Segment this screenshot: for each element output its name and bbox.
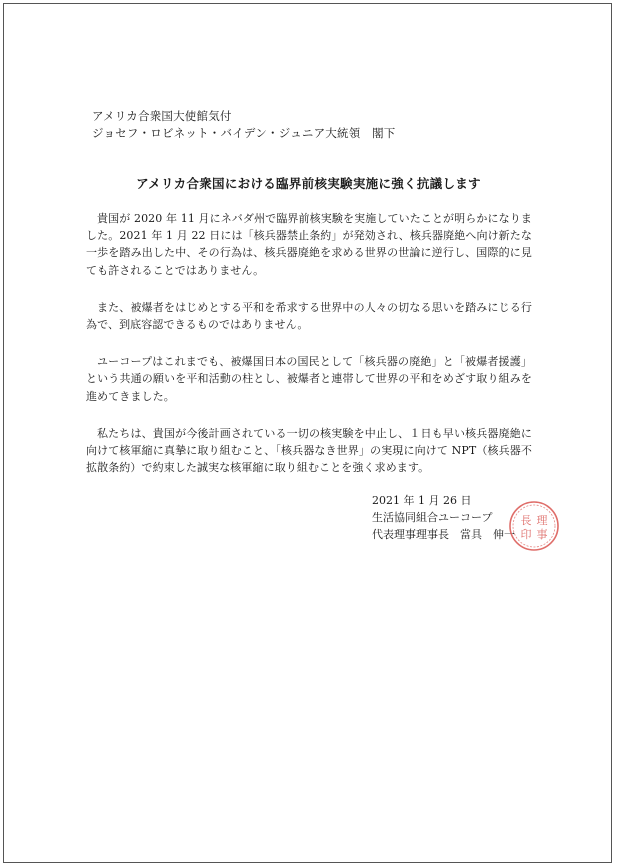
signature-block [372,492,515,543]
paragraph-2: また、被爆者をはじめとする平和を希求する世界中の人々の切なる思いを踏みにじる行為で、到底容認できるものではありません。 [86,300,532,332]
paragraph-3: ユーコープはこれまでも、被爆国日本の国民として「核兵器の廃絶」と「被爆者援護」という共通の願いを平和活動の柱とし、被爆者と連帯して世界の平和をめざす取り組みを進めてきました。 [86,355,532,403]
document-title: アメリカ合衆国における臨界前核実験実施に強く抗議します [136,176,481,191]
svg-text:事: 事 [536,528,548,541]
svg-text:印: 印 [520,528,532,541]
paragraph-1: 貴国が 2020 年 11 月にネバダ州で臨界前核実験を実施していたことが明らかになりました。2021 年 1 月 22 日には「核兵器禁止条約」が発効され、核兵器廃絶へ向け新たな一歩を踏み出した中、その行為は、核兵器廃絶を求める世界の世論に逆行し、国際的に見ても許されることではありません。 [86,212,532,277]
signature-date: 2021 年 1 月 26 日 [372,494,472,507]
signature-signer: 代表理事理事長 當具 伸一 [372,528,515,541]
svg-text:長: 長 [520,514,532,527]
official-seal-stamp-icon [508,500,560,552]
letter-body [86,210,532,496]
addressee-line-1: アメリカ合衆国大使館気付 [92,109,232,123]
addressee-line-2: ジョセフ・ロビネット・バイデン・ジュニア大統領 閣下 [92,126,396,140]
svg-text:理: 理 [536,514,548,527]
signature-organization: 生活協同組合ユーコープ [372,511,493,524]
addressee [92,108,396,142]
paragraph-4: 私たちは、貴国が今後計画されている一切の核実験を中止し、１日も早い核兵器廃絶に向けて核軍縮に真摯に取り組むこと、「核兵器なき世界」の実現に向けて NPT（核兵器不拡散条約）で約束した誠実な核軍縮に取り組むことを強く求めます。 [86,426,532,475]
